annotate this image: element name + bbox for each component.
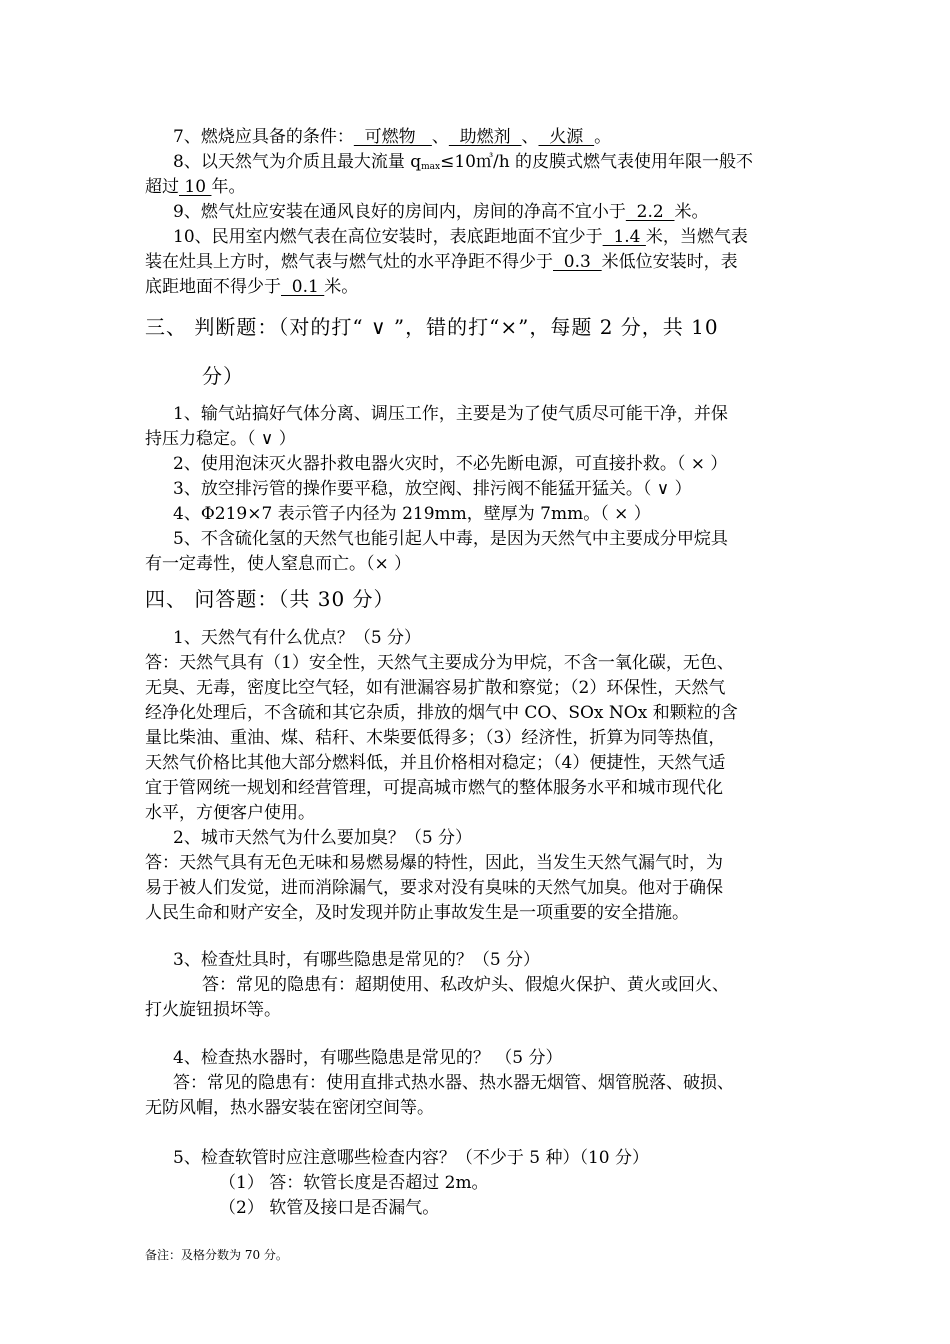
answer-blank: 1.4	[602, 227, 646, 247]
punctuation: 。	[594, 127, 612, 147]
answer-blank: 0.1	[281, 277, 325, 297]
qa-answer-4-line: 无防风帽，热水器安装在密闭空间等。	[145, 1098, 434, 1118]
qa-answer-1-line: 天然气价格比其他大部分燃料低，并且价格相对稳定；（4）便捷性，天然气适	[145, 753, 726, 773]
question-text: 9、燃气灶应安装在通风良好的房间内，房间的净高不宜小于	[173, 202, 626, 222]
question-text: 米，当燃气表	[645, 227, 748, 247]
answer-blank: 助燃剂	[448, 127, 522, 147]
qa-answer-2-line: 人民生命和财产安全，及时发现并防止事故发生是一项重要的安全措施。	[145, 903, 689, 923]
question-text: 年。	[211, 177, 246, 197]
separator: 、	[431, 127, 449, 147]
qa-answer-2-line: 答：天然气具有无色无味和易燃易爆的特性，因此，当发生天然气漏气时，为	[145, 853, 723, 873]
qa-answer-3-line: 打火旋钮损坏等。	[145, 1000, 281, 1020]
answer-blank: 0.3	[553, 252, 602, 272]
tf-question-3: 3、放空排污管的操作要平稳，放空阀、排污阀不能猛开猛关。（ ∨ ）	[173, 479, 692, 499]
question-text: 米。	[324, 277, 359, 297]
fill-question-8-line2	[0, 175, 950, 199]
footer-note: 备注：及格分数为 70 分。	[145, 1248, 288, 1262]
fill-question-7	[0, 125, 950, 149]
subscript: max	[421, 162, 441, 172]
tf-question-4: 4、Φ219×7 表示管子内径为 219mm，壁厚为 7mm。（ × ）	[173, 504, 651, 524]
qa-answer-2-line: 易于被人们发觉，进而消除漏气，要求对没有臭味的天然气加臭。他对于确保	[145, 878, 723, 898]
qa-answer-1-line: 宜于管网统一规划和经营管理，可提高城市燃气的整体服务水平和城市现代化	[145, 778, 723, 798]
fill-question-10-line3	[0, 275, 950, 299]
tf-question-1-line1: 1、输气站搞好气体分离、调压工作，主要是为了使气质尽可能干净，并保	[173, 404, 728, 424]
qa-answer-1-line: 量比柴油、重油、煤、秸秆、木柴要低得多；（3）经济性，折算为同等热值，	[145, 728, 726, 748]
qa-answer-1-line: 水平，方便客户使用。	[145, 803, 315, 823]
question-text: 7、燃烧应具备的条件：	[173, 127, 354, 147]
qa-question-3: 3、检查灶具时，有哪些隐患是常见的？（5 分）	[173, 950, 541, 970]
separator: 、	[521, 127, 539, 147]
qa-answer-4-line: 答：常见的隐患有：使用直排式热水器、热水器无烟管、烟管脱落、破损、	[173, 1073, 734, 1093]
answer-blank: 可燃物	[353, 127, 432, 147]
section-3-heading: 三、 判断题：（对的打“ ∨ ”，错的打“×”，每题 2 分，共 10	[145, 315, 719, 339]
question-text: 超过	[145, 177, 179, 197]
qa-answer-1-line: 无臭、无毒，密度比空气轻，如有泄漏容易扩散和察觉；（2）环保性，天然气	[145, 678, 726, 698]
question-text: ≤10㎥/h 的皮膜式燃气表使用年限一般不	[440, 152, 754, 172]
qa-answer-3-line: 答：常见的隐患有：超期使用、私改炉头、假熄火保护、黄火或回火、	[202, 975, 729, 995]
qa-question-4: 4、检查热水器时，有哪些隐患是常见的？ （5 分）	[173, 1048, 563, 1068]
fill-question-10-line2	[0, 250, 950, 274]
question-text: 米低位安装时，表	[601, 252, 738, 272]
tf-question-2: 2、使用泡沫灭火器扑救电器火灾时，不必先断电源，可直接扑救。（ × ）	[173, 454, 728, 474]
question-text: 底距地面不得少于	[145, 277, 281, 297]
qa-answer-5-item: （1） 答：软管长度是否超过 2m。	[219, 1173, 489, 1193]
answer-blank: 10	[179, 177, 212, 197]
fill-question-10-line1	[0, 225, 950, 249]
answer-blank: 2.2	[625, 202, 675, 222]
section-4-heading: 四、 问答题：（共 30 分）	[145, 587, 395, 611]
qa-answer-1-line: 答：天然气具有（1）安全性，天然气主要成分为甲烷，不含一氧化碳，无色、	[145, 653, 734, 673]
answer-blank: 火源	[538, 127, 595, 147]
section-3-heading-cont: 分）	[202, 364, 244, 388]
tf-question-1-line2: 持压力稳定。（ ∨ ）	[145, 429, 296, 449]
qa-answer-5-item: （2） 软管及接口是否漏气。	[219, 1198, 440, 1218]
qa-question-1: 1、天然气有什么优点？（5 分）	[173, 628, 422, 648]
question-text: 8、以天然气为介质且最大流量 q	[173, 152, 422, 172]
question-text: 米。	[674, 202, 709, 222]
qa-question-5: 5、检查软管时应注意哪些检查内容？（不少于 5 种）（10 分）	[173, 1148, 649, 1168]
tf-question-5-line2: 有一定毒性，使人窒息而亡。（× ）	[145, 554, 412, 574]
fill-question-9	[0, 200, 950, 224]
qa-answer-1-line: 经净化处理后，不含硫和其它杂质，排放的烟气中 CO、SOx NOx 和颗粒的含	[145, 703, 738, 723]
tf-question-5-line1: 5、不含硫化氢的天然气也能引起人中毒，是因为天然气中主要成分甲烷具	[173, 529, 728, 549]
question-text: 10、民用室内燃气表在高位安装时，表底距地面不宜少于	[173, 227, 603, 247]
qa-question-2: 2、城市天然气为什么要加臭？（5 分）	[173, 828, 473, 848]
question-text: 装在灶具上方时，燃气表与燃气灶的水平净距不得少于	[145, 252, 553, 272]
